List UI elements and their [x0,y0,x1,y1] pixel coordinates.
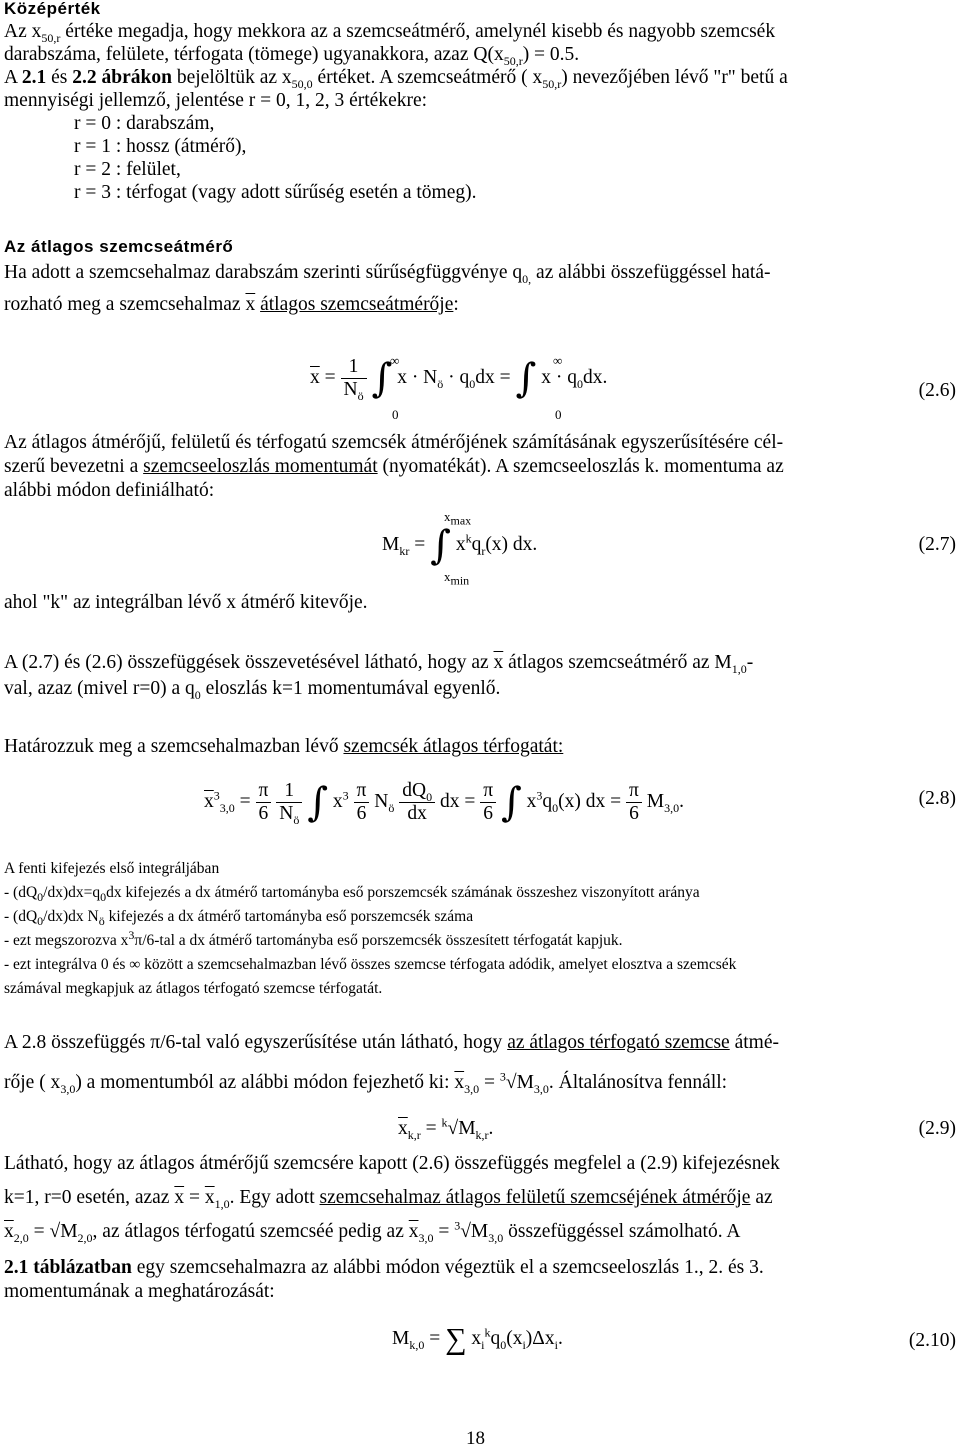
paragraph-line: $\overline{x}_{2,0} = √M_{2,0}$, az átlagos térfogatú szemcséé pedig az $\overline{x}_{3,0} = ^3√M_{3,0}$ összefüggéssel számolható. A [4,1218,741,1245]
paragraph-line: szerű bevezetni a szemcseeloszlás momentumát (nyomatékát). A szemcseeloszlás k. momentuma az [4,456,784,477]
integral-lower-limit: $x_{min}$ [444,569,470,588]
equation-2-10: $M_{k,0}$ = ∑ $x_i^kq_0(x_i)\Delta x_i$. [392,1322,563,1356]
page-number: 18 [466,1428,485,1449]
footnote-line: - ezt megszorozva $x^3\pi/6$-tal a dx átmérő tartományba eső porszemcsék összesített térfogatát kapjuk. [4,927,623,949]
paragraph-line: Ha adott a szemcsehalmaz darabszám szerinti sűrűségfüggvénye $q_{0,}$ az alábbi összefüggéssel hatá- [4,262,771,286]
paragraph-line: rője ( $x_{3,0}$) a momentumból az alábbi módon fejezhető ki: $\overline{x}_{3,0} = ^3√M_{3,0}$. Általánosítva fennáll: [4,1069,728,1096]
integral-upper-limit: ∞ [553,353,563,368]
list-item: r = 3 : térfogat (vagy adott sűrűség esetén a tömeg). [74,182,477,203]
paragraph-line: mennyiségi jellemző, jelentése r = 0, 1, 2, 3 értékekre: [4,90,428,111]
integral-upper-limit: ∞ [390,353,400,368]
integral-upper-limit: $x_{max}$ [444,509,472,528]
footnote-line: - $(dQ_0/dx)dx$ $N_ö$ kifejezés a dx átmérő tartományba eső porszemcsék száma [4,908,474,929]
equation-number: (2.8) [918,788,956,809]
paragraph-line: Az $x_{50,r}$ értéke megadja, hogy mekkora az a szemcseátmérő, amelynél kisebb és nagyobb szemcsék [4,21,776,45]
footnote-line: számával megkapjuk az átlagos térfogató szemcse térfogatát. [4,980,383,997]
equation-number: (2.7) [918,534,956,555]
list-item: r = 1 : hossz (átmérő), [74,136,247,157]
paragraph-line: momentumának a meghatározását: [4,1281,275,1302]
equation-2-9: $\overline{x}_{k,r} = ^k√M_{k,r}$. [398,1115,494,1142]
list-item: r = 0 : darabszám, [74,113,215,134]
paragraph-line: 2.1 táblázatban egy szemcsehalmazra az alábbi módon végeztük el a szemcseeloszlás 1., 2. és 3. [4,1257,764,1278]
paragraph-line: Látható, hogy az átlagos átmérőjű szemcsére kapott (2.6) összefüggés megfelel a (2.9) kifejezésnek [4,1153,780,1174]
footnote-line: A fenti kifejezés első integráljában [4,860,220,877]
paragraph-line: A (2.7) és (2.6) összefüggések összevetésével látható, hogy az $\overline{x}$ átlagos szemcseátmérő az $M_{1,0}-$ [4,652,754,676]
paragraph-line: A 2.8 összefüggés π/6-tal való egyszerűsítése után látható, hogy az átlagos térfogató szemcse átmé- [4,1032,779,1053]
paragraph-line: Az átlagos átmérőjű, felületű és térfogatú szemcsék átmérőjének számításának egyszerűsítésére cél- [4,432,784,453]
list-item: r = 2 : felület, [74,159,181,180]
paragraph-line: A 2.1 és 2.2 ábrákon bejelöltük az $x_{50,0}$ értéket. A szemcseátmérő ( $x_{50,r}$) nevezőjében lévő "r" betű a [4,67,788,91]
footnote-line: - $(dQ_0/dx)dx=q_0dx$ kifejezés a dx átmérő tartományba eső porszemcsék számának összeshez viszonyított aránya [4,884,700,905]
paragraph-line: ahol "k" az integrálban lévő x átmérő kitevője. [4,592,368,613]
equation-number: (2.10) [908,1330,956,1351]
paragraph-line: k=1, r=0 esetén, azaz $\overline{x} = \overline{x}_{1,0}$. Egy adott szemcsehalmaz átlagos felületű szemcséjének átmérője az [4,1187,773,1211]
paragraph-line: darabszáma, felülete, térfogata (tömege) ugyanakkora, azaz $Q(x_{50,r}) = 0.5$. [4,44,580,68]
equation-number: (2.9) [918,1118,956,1139]
equation-number: (2.6) [918,380,956,401]
paragraph-line: val, azaz (mivel r=0) a $q_0$ eloszlás k=1 momentumával egyenlő. [4,678,501,702]
equation-2-6: $\overline{x}$ = $\frac{1}{N_ö}$ ∫ $x \cdot N_ö \cdot q_0dx$ = ∫ $x \cdot q_0dx$. [310,355,608,403]
paragraph-line: Határozzuk meg a szemcsehalmazban lévő szemcsék átlagos térfogatát: [4,736,564,757]
integral-lower-limit: 0 [555,407,562,422]
footnote-line: - ezt integrálva 0 és ∞ között a szemcsehalmazban lévő összes szemcse térfogata adódik, amelyet elosztva a szemcsék [4,956,737,973]
paragraph-line: rozható meg a szemcsehalmaz $\overline{x}$ átlagos szemcseátmérője: [4,294,459,315]
section-title-kozepertek: Középérték [4,0,101,18]
integral-lower-limit: 0 [392,407,399,422]
paragraph-line: alábbi módon definiálható: [4,480,215,501]
section-title-atlagos: Az átlagos szemcseátmérő [4,237,234,256]
equation-2-8: $\overline{x}^3_{3,0}$ = $\frac{\pi}{6}$ $\frac{1}{N_ö}$ ∫ $x^3$ $\frac{\pi}{6}$ $N_ö$ $\frac{dQ_0}{dx}$ dx = $\frac{\pi}{6}$ ∫ $x^3q_0(x)$ dx = $\frac{\pi}{6}$ $M_{3,0}$. [204,779,684,827]
equation-2-7: $M_{kr}$ = ∫ $x^kq_r(x)$ dx. [382,522,538,569]
